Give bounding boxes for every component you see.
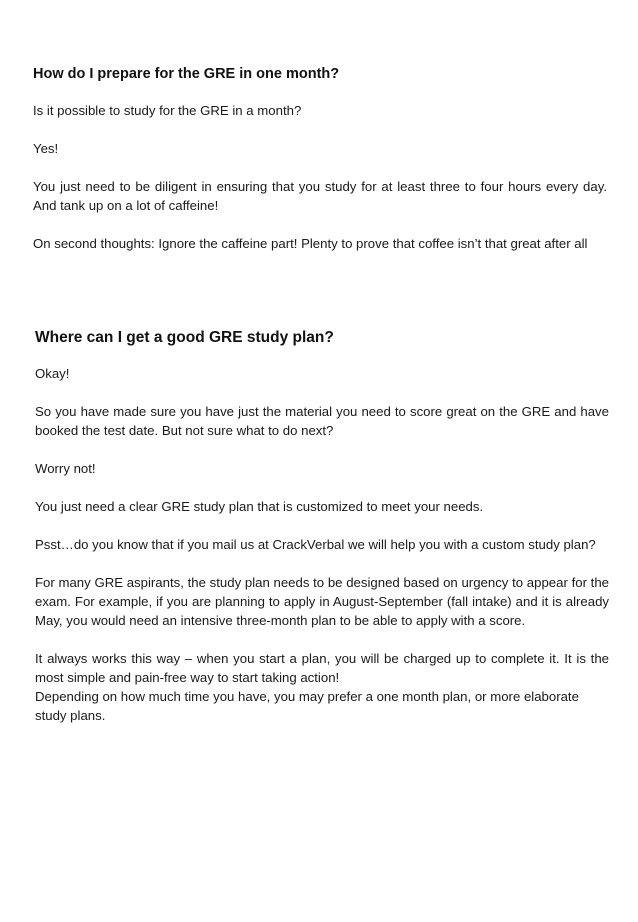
paragraph: For many GRE aspirants, the study plan needs to be designed based on urgency to appear for the exam. For example, if you are planning to apply in August-September (fall intake) and it is already May, you would need an intensive three-month plan to be able to apply with a score. [35,575,609,628]
section-heading: Where can I get a good GRE study plan? [35,329,334,346]
section-heading: How do I prepare for the GRE in one month? [33,66,340,82]
paragraph: Worry not! [35,461,96,476]
paragraph: It always works this way – when you start a plan, you will be charged up to complete it. It is the most simple and pain-free way to start taking action! [35,651,609,685]
paragraph: You just need to be diligent in ensuring that you study for at least three to four hours every day. And tank up on a lot of caffeine! [33,179,607,213]
paragraph: You just need a clear GRE study plan that is customized to meet your needs. [35,499,484,514]
paragraph: Okay! [35,366,70,381]
paragraph: Is it possible to study for the GRE in a month? [33,103,302,118]
section-one-month-prep [33,64,607,272]
paragraph: Psst…do you know that if you mail us at CrackVerbal we will help you with a custom study plan? [35,537,596,552]
paragraph: On second thoughts: Ignore the caffeine part! Plenty to prove that coffee isn’t that great after all [33,236,588,251]
paragraph: Yes! [33,141,59,156]
section-study-plan [35,328,609,744]
paragraph: Depending on how much time you have, you may prefer a one month plan, or more elaborate study plans. [35,689,579,723]
paragraph: So you have made sure you have just the material you need to score great on the GRE and have booked the test date. But not sure what to do next? [35,404,609,438]
